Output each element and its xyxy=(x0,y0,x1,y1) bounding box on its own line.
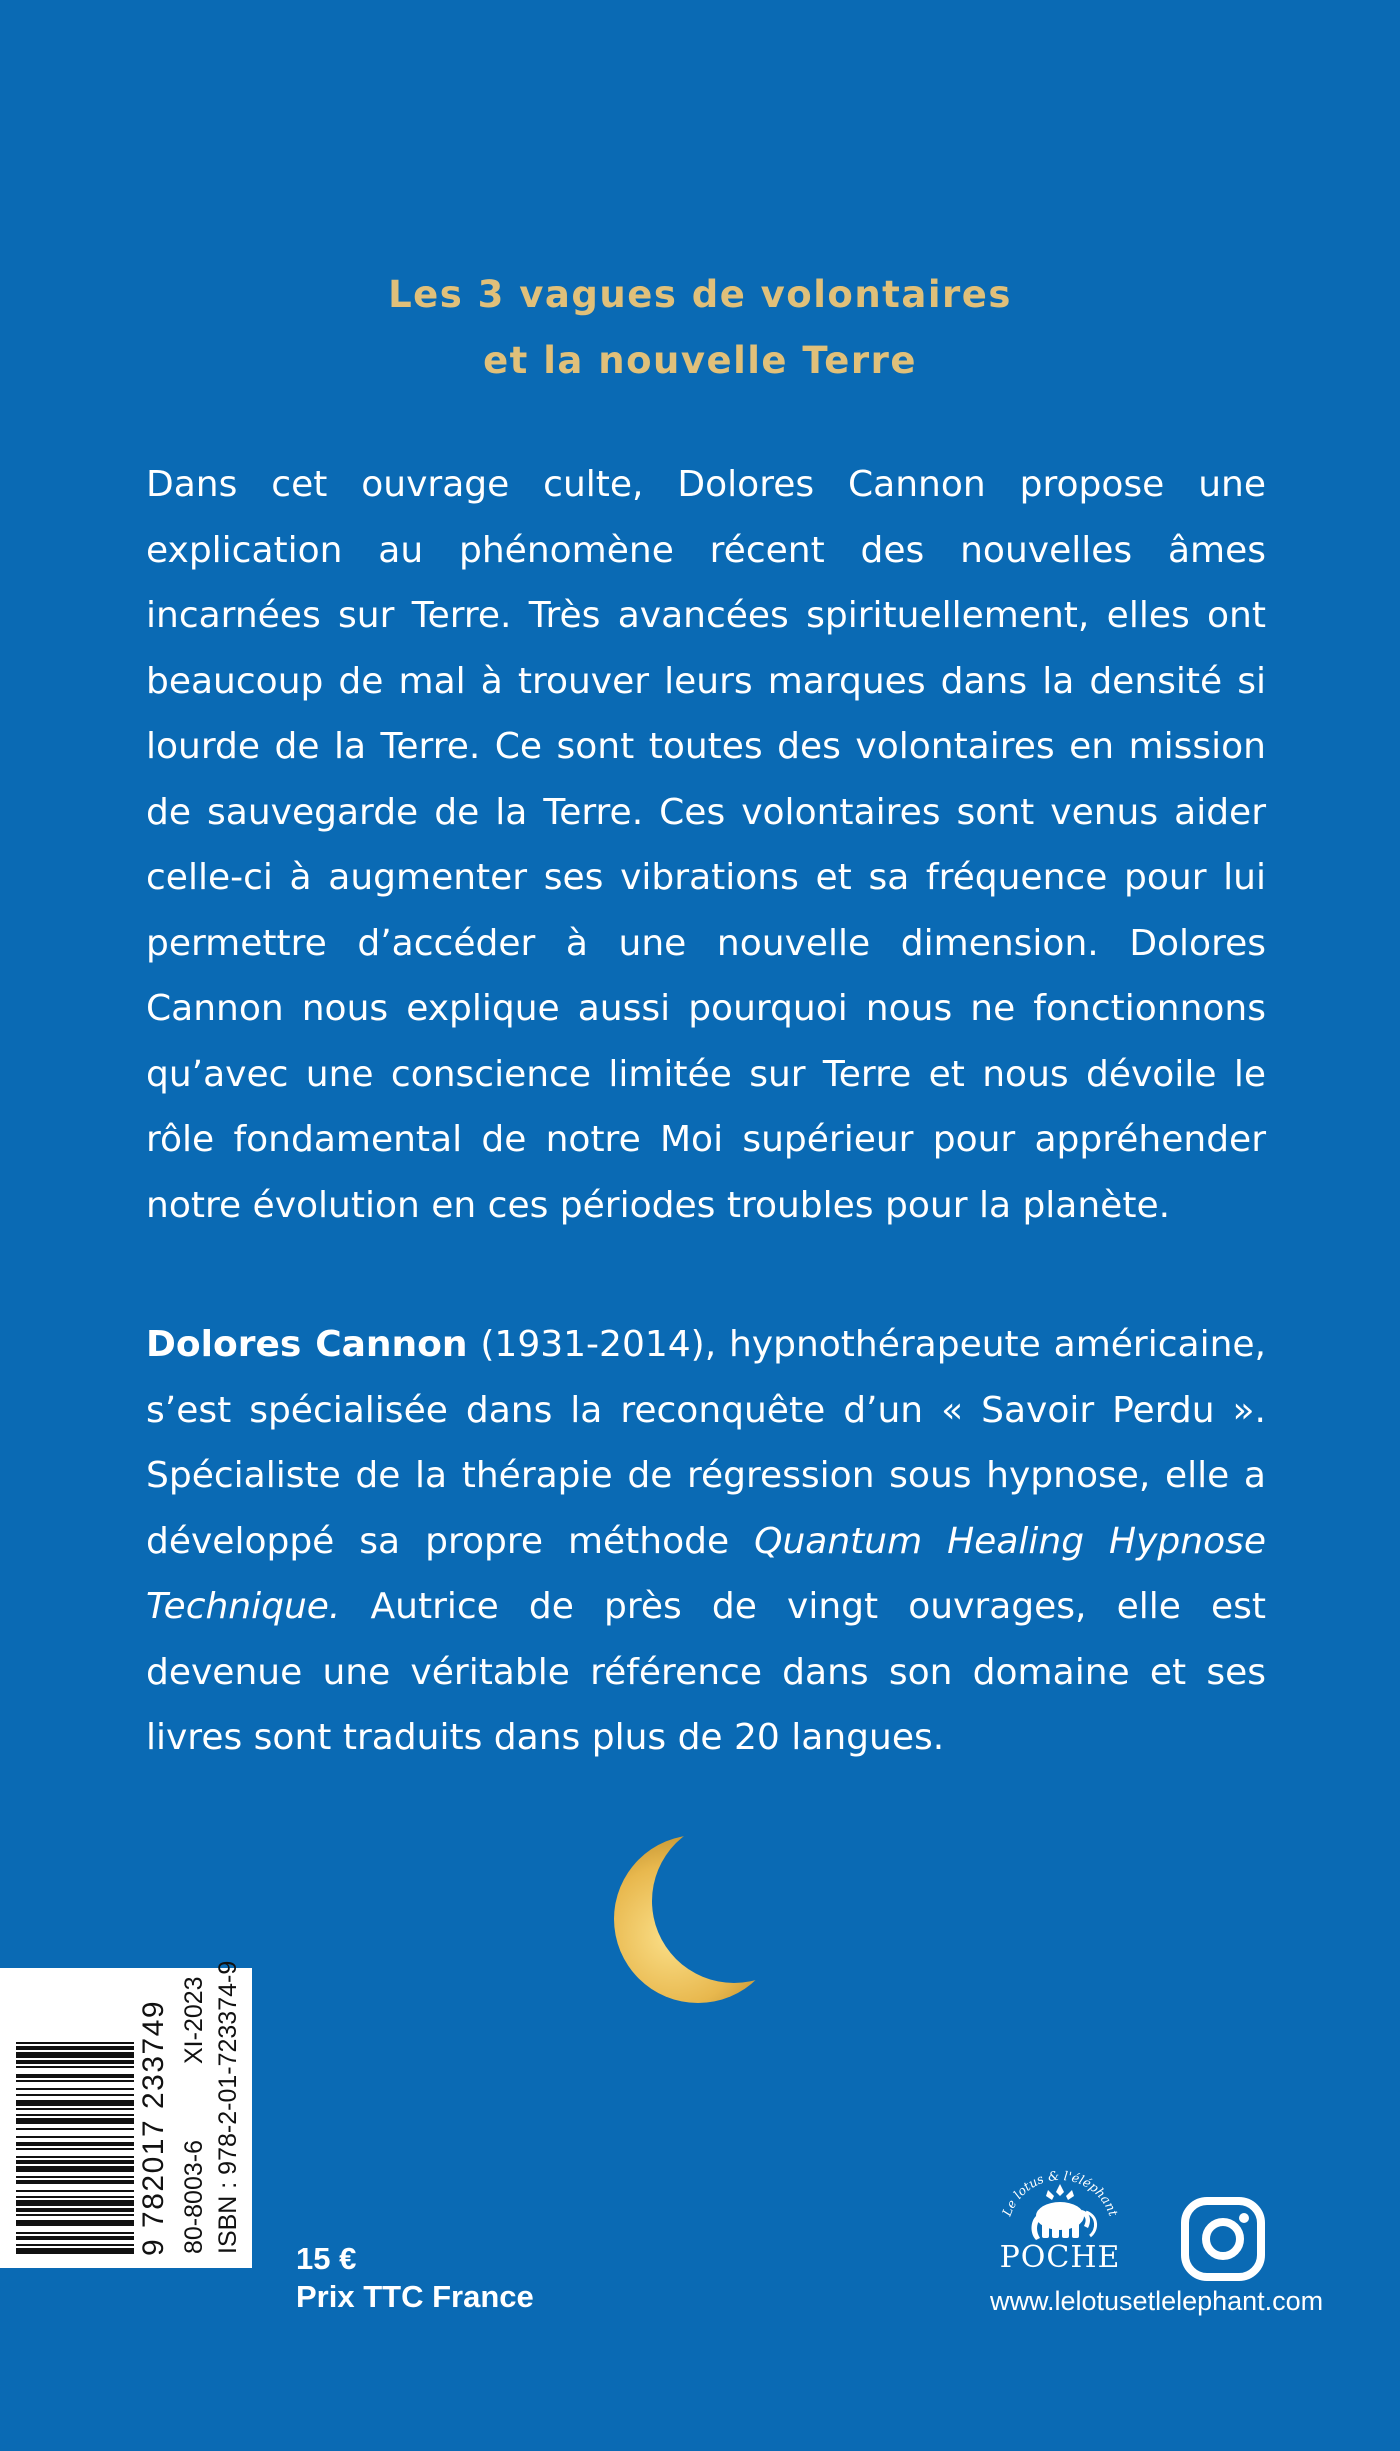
barcode-bar xyxy=(16,2052,134,2058)
barcode-digits: 9 782017 233749 xyxy=(137,1999,170,2256)
barcode-bars xyxy=(16,1982,134,2254)
price-label: Prix TTC France xyxy=(296,2279,534,2314)
barcode-bar xyxy=(16,2100,134,2106)
barcode-bar xyxy=(16,2128,134,2130)
barcode-bar xyxy=(16,2236,134,2240)
barcode-bar xyxy=(16,2042,134,2044)
barcode-bar xyxy=(16,2118,134,2124)
barcode-bar xyxy=(16,2108,134,2110)
barcode-bar xyxy=(16,2136,134,2138)
barcode-bar xyxy=(16,2196,134,2198)
barcode-bar xyxy=(16,2180,134,2184)
barcode-bar xyxy=(16,2176,134,2178)
barcode-bar xyxy=(16,2156,134,2158)
barcode-bar xyxy=(16,2142,134,2146)
bio-text-2: Autrice de près de vingt ouvrages, elle est devenue une véritable référence dans son domaine et ses livres sont traduits dans plus de 20 langues. xyxy=(146,1586,1266,1758)
barcode-bar xyxy=(16,2088,134,2090)
collection-name: POCHE xyxy=(999,2240,1121,2275)
product-code: 80-8003-6 xyxy=(180,2140,208,2254)
edition-date: XI-2023 xyxy=(180,1976,208,2064)
bio-text-1: (1931-2014), hypnothérapeute américaine, s’est spécialisée dans la reconquête d’un « Savoir Perdu ». Spécialiste de la thérapie de régression sous hypnose, elle a développé sa propre méthode xyxy=(146,1324,1266,1562)
barcode-bar xyxy=(16,2074,134,2078)
barcode-bar xyxy=(16,2214,134,2216)
barcode-panel xyxy=(0,1960,252,2268)
isbn: ISBN : 978-2-01-723374-9 xyxy=(214,1960,242,2254)
price-amount: 15 € xyxy=(296,2241,357,2276)
barcode-bar xyxy=(16,2248,134,2254)
barcode-meta xyxy=(180,1974,209,2254)
author-name: Dolores Cannon xyxy=(146,1324,468,1365)
barcode-bar xyxy=(16,2166,134,2172)
barcode-bar xyxy=(16,2208,134,2212)
barcode-bar xyxy=(16,2244,134,2246)
instagram-icon[interactable] xyxy=(1180,2196,1266,2282)
logo-arc-text: Le lotus & l'éléphant xyxy=(998,2167,1122,2219)
crescent-moon-icon xyxy=(610,1815,810,2025)
barcode-bar xyxy=(16,2094,134,2096)
barcode-bar xyxy=(16,2080,134,2082)
barcode-bar xyxy=(16,2114,134,2116)
barcode-bar xyxy=(16,2200,134,2206)
title-line-2: et la nouvelle Terre xyxy=(483,339,917,382)
author-bio xyxy=(146,1312,1266,1771)
price-block xyxy=(296,2240,534,2316)
barcode-bar xyxy=(16,2148,134,2150)
barcode-bar xyxy=(16,2160,134,2164)
barcode-bar xyxy=(16,2046,134,2050)
barcode-bar xyxy=(16,2066,134,2068)
summary-paragraph: Dans cet ouvrage culte, Dolores Cannon propose une explication au phénomène récent des nouvelles âmes incarnées sur Terre. Très avancées spirituellement, elles ont beaucoup de mal à trouver leurs marques dans la densité si lourde de la Terre. Ce sont toutes des volontaires en mission de sauvegarde de la Terre. Ces volontaires sont venus aider celle-ci à augmenter ses vibrations et sa fréquence pour lui permettre d’accéder à une nouvelle dimension. Dolores Cannon nous explique aussi pourquoi nous ne fonctionnons qu’avec une conscience limitée sur Terre et nous dévoile le rôle fondamental de notre Moi supérieur pour appréhender notre évolution en ces périodes troubles pour la planète. xyxy=(146,464,1266,1226)
book-title xyxy=(0,262,1400,394)
barcode-bar xyxy=(16,2220,134,2226)
publisher-website[interactable]: www.lelotusetlelephant.com xyxy=(990,2286,1324,2316)
barcode-bar xyxy=(16,2190,134,2192)
title-line-1: Les 3 vagues de volontaires xyxy=(388,273,1012,316)
barcode-bar xyxy=(16,2060,134,2064)
method-name: Quantum Healing Hypnose Technique. xyxy=(146,1520,1267,1627)
barcode-bar xyxy=(16,2232,134,2234)
